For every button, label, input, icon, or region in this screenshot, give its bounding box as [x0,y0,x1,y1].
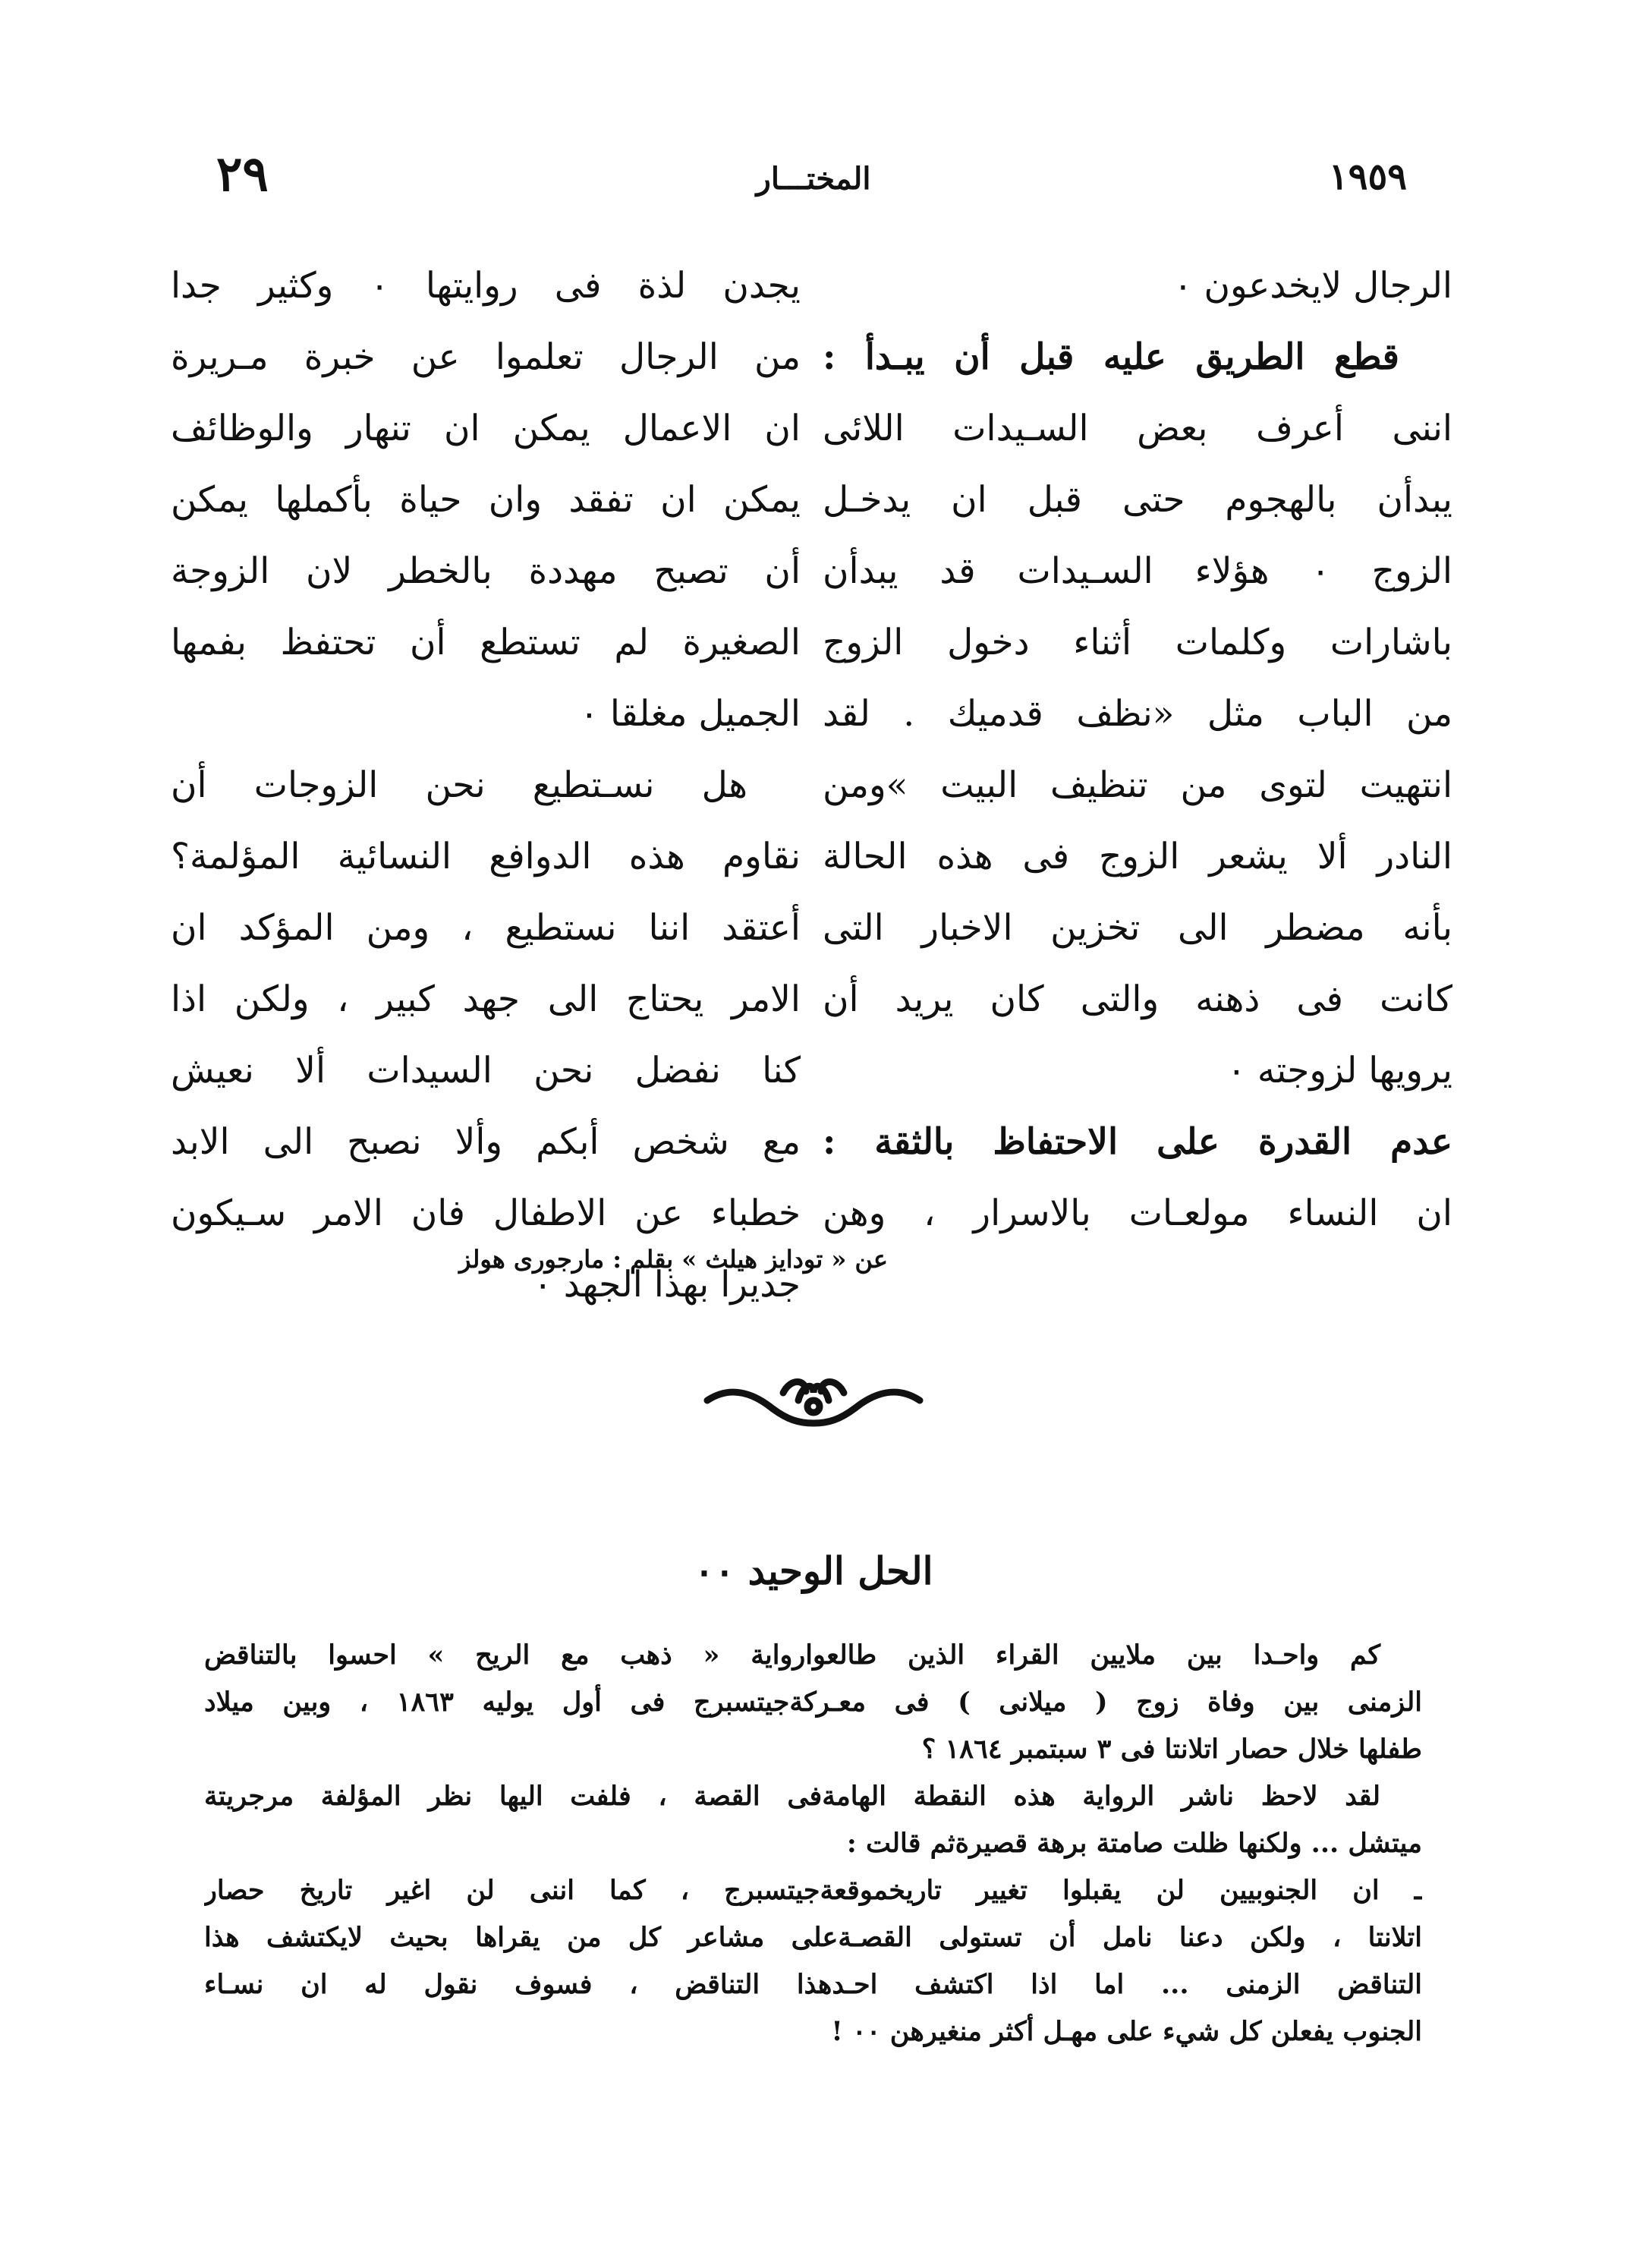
text-line: الصغيرة لم تستطع أن تحتفظ بفمها [171,622,801,663]
text-line: من الرجال تعلموا عن خبرة مـريرة [171,336,801,378]
subheading: عدم القدرة على الاحتفاظ بالثقة : [823,1121,1452,1163]
text-line: كانت فى ذهنه والتى كان يريد أن [823,978,1452,1020]
story-line: ميتشل ... ولكنها ظلت صامتة برهة قصيرةثم قالت : [846,1828,1422,1859]
text-line: أن تصبح مهددة بالخطر لان الزوجة [171,550,801,592]
text-line: كنا نفضل نحن السيدات ألا نعيش [171,1050,801,1091]
text-line: جديرا بهذا الجهد ٠ [533,1264,801,1306]
story-line: اتلانتا ، ولكن دعنا نامل أن تستولى القصـةعلى مشاعر كل من يقراها بحيث لايكتشف هذا [204,1922,1422,1953]
text-line: يمكن ان تفقد وان حياة بأكملها يمكن [171,479,801,521]
text-line: الزوج ٠ هؤلاء السـيدات قد يبدأن [823,550,1452,592]
story-line: طفلها خلال حصار اتلانتا فى ٣ سبتمبر ١٨٦٤ ؟ [921,1734,1422,1765]
text-line: يرويها لزوجته ٠ [1226,1050,1452,1091]
text-line: يجدن لذة فى روايتها ٠ وكثير جدا [171,265,801,307]
text-line: مع شخص أبكم وألا نصبح الى الابد [171,1121,801,1163]
text-line: ان النساء مولعـات بالاسرار ، وهن [823,1192,1452,1234]
text-line: الامر يحتاج الى جهد كبير ، ولكن اذا [171,978,801,1020]
story-title: الحل الوحيد ٠٠ [694,1548,933,1593]
text-line: انتهيت لتوى من تنظيف البيت »ومن [823,764,1452,806]
left-column [171,250,801,1321]
text-line: باشارات وكلمات أثناء دخول الزوج [823,622,1452,663]
story-line: لقد لاحظ ناشر الرواية هذه النقطة الهامةفى القصة ، فلفت اليها نظر المؤلفة مرجريتة [204,1781,1380,1812]
page-number: ٢٩ [216,146,269,203]
text-line: أعتقد اننا نستطيع ، ومن المؤكد ان [171,907,801,949]
right-column [823,250,1452,1249]
text-line: الرجال لايخدعون ٠ [1173,265,1452,307]
text-line: يبدأن بالهجوم حتى قبل ان يدخـل [823,479,1452,521]
story-line: التناقض الزمنى ... اما اذا اكتشف احـدهذا التناقض ، فسوف نقول له ان نسـاء [204,1969,1422,2000]
text-line: ان الاعمال يمكن ان تنهار والوظائف [171,408,801,449]
text-line: من الباب مثل «نظف قدميك . لقد [823,693,1452,735]
header-title: المختـــار [756,161,871,197]
story-line: كم واحـدا بين ملايين القراء الذين طالعوارواية « ذهب مع الريح » احسوا بالتناقض [204,1640,1380,1671]
text-line: هل نسـتطيع نحن الزوجات أن [171,764,747,806]
text-line: النادر ألا يشعر الزوج فى هذه الحالة [823,836,1452,877]
story-line: الزمنى بين وفاة زوج ( ميلانى ) فى معـركةجيتسبرج فى أول يوليه ١٨٦٣ ، وبين ميلاد [204,1687,1422,1718]
story-line: ـ ان الجنوبيين لن يقبلوا تغيير تاريخموقعةجيتسبرج ، كما اننى لن اغير تاريخ حصار [204,1875,1422,1906]
subheading: قطع الطريق عليه قبل أن يبـدأ : [823,336,1399,378]
story-line: الجنوب يفعلن كل شيء على مهـل أكثر منغيرهن ٠٠ ! [831,2016,1422,2047]
text-line: اننى أعرف بعض السـيدات اللائى [823,408,1452,449]
text-line: نقاوم هذه الدوافع النسائية المؤلمة؟ [171,836,801,877]
header-year: ١٩٥٩ [1328,156,1407,198]
story-body [204,1632,1422,2055]
text-line: الجميل مغلقا ٠ [579,693,801,735]
article-credit: عن « تودايز هيلث » بقلم : مارجورى هولز [458,1245,888,1274]
text-line: خطباء عن الاطفال فان الامر سـيكون [171,1192,801,1234]
ornament-divider-icon [700,1370,927,1438]
text-line: بأنه مضطر الى تخزين الاخبار التى [823,907,1452,949]
